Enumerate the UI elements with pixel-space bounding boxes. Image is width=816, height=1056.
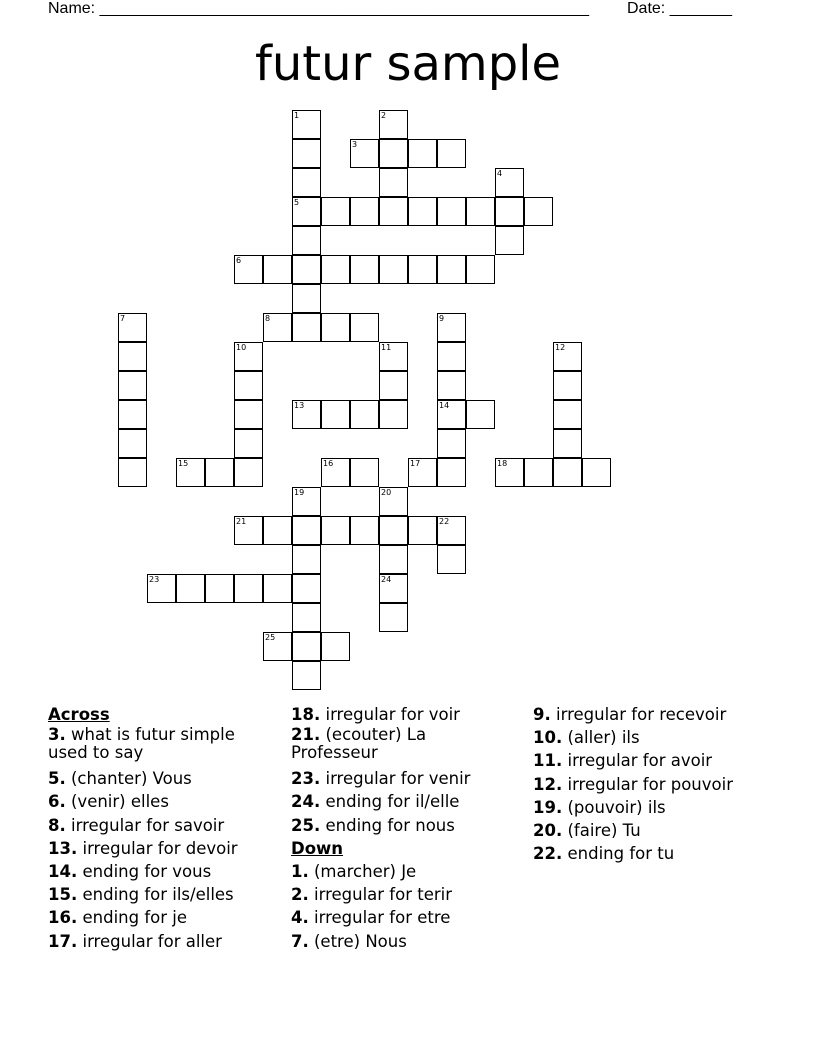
clue-number-label: 23	[149, 575, 160, 584]
grid-cell[interactable]	[437, 371, 466, 400]
grid-cell[interactable]	[437, 516, 466, 545]
grid-cell[interactable]	[234, 574, 263, 603]
clue-number: 5.	[48, 769, 66, 789]
clues-column-1	[48, 703, 273, 953]
clue-number: 9.	[533, 705, 551, 724]
clue-item	[48, 726, 273, 762]
grid-cell[interactable]	[495, 197, 524, 226]
clue-number: 4.	[291, 908, 309, 928]
grid-cell[interactable]	[466, 255, 495, 284]
grid-cell[interactable]	[234, 371, 263, 400]
clue-item	[291, 814, 511, 837]
clue-number-label: 16	[323, 459, 334, 468]
clue-number-label: 17	[410, 459, 421, 468]
grid-cell[interactable]	[292, 632, 321, 661]
grid-cell[interactable]	[437, 429, 466, 458]
grid-cell[interactable]	[379, 371, 408, 400]
clue-number: 3.	[48, 725, 66, 745]
grid-cell[interactable]	[176, 458, 205, 487]
clue-number-label: 25	[265, 633, 276, 642]
grid-cell[interactable]	[495, 168, 524, 197]
grid-cell[interactable]	[118, 458, 147, 487]
clue-number: 20.	[533, 821, 563, 841]
clue-text: ending for je	[82, 908, 187, 928]
clue-item	[291, 767, 511, 790]
grid-cell[interactable]	[263, 632, 292, 661]
grid-cell[interactable]	[292, 255, 321, 284]
grid-cell[interactable]	[292, 574, 321, 603]
clue-text: (etre) Nous	[314, 931, 407, 951]
clue-number-label: 1	[294, 111, 300, 120]
grid-cell[interactable]	[495, 226, 524, 255]
grid-cell[interactable]	[292, 603, 321, 632]
clue-text: irregular for aller	[82, 931, 222, 951]
clue-number: 16.	[48, 908, 78, 928]
clue-item	[48, 930, 273, 953]
grid-cell[interactable]	[379, 139, 408, 168]
clue-item	[48, 883, 273, 906]
grid-cell[interactable]	[379, 574, 408, 603]
grid-cell[interactable]	[321, 255, 350, 284]
grid-cell[interactable]	[350, 255, 379, 284]
clue-text: irregular for savoir	[71, 815, 225, 835]
clue-number: 25.	[291, 815, 321, 835]
grid-cell[interactable]	[118, 400, 147, 429]
grid-cell[interactable]	[379, 255, 408, 284]
clue-number: 15.	[48, 885, 78, 905]
clue-text: what is futur simple used to say	[48, 725, 235, 763]
clue-item	[48, 767, 273, 790]
grid-cell[interactable]	[553, 458, 582, 487]
clue-number-label: 6	[236, 256, 242, 265]
clue-item	[291, 860, 511, 883]
grid-cell[interactable]	[292, 487, 321, 516]
grid-cell[interactable]	[553, 429, 582, 458]
clue-text: irregular for avoir	[567, 751, 713, 771]
grid-cell[interactable]	[524, 458, 553, 487]
grid-cell[interactable]	[350, 139, 379, 168]
grid-cell[interactable]	[350, 313, 379, 342]
clue-text: (venir) elles	[71, 792, 169, 812]
down-heading: Down	[291, 838, 344, 858]
clue-number-label: 21	[236, 517, 247, 526]
clues-column-2	[291, 703, 511, 953]
clue-text: (faire) Tu	[567, 821, 641, 841]
clue-number-label: 12	[555, 343, 566, 352]
clue-text: irregular for etre	[314, 908, 451, 928]
grid-cell[interactable]	[118, 342, 147, 371]
clue-number-label: 10	[236, 343, 247, 352]
clue-number-label: 15	[178, 459, 189, 468]
grid-cell[interactable]	[437, 255, 466, 284]
grid-cell[interactable]	[553, 342, 582, 371]
grid-cell[interactable]	[495, 458, 524, 487]
grid-cell[interactable]	[321, 400, 350, 429]
clue-text: (aller) ils	[567, 728, 640, 748]
clue-text: ending for vous	[82, 862, 212, 882]
grid-cell[interactable]	[524, 197, 553, 226]
clue-number: 2.	[291, 885, 309, 905]
clue-number: 13.	[48, 838, 78, 858]
grid-cell[interactable]	[234, 516, 263, 545]
clue-text: irregular for voir	[325, 705, 460, 724]
clue-number: 11.	[533, 751, 563, 771]
clue-number-label: 24	[381, 575, 392, 584]
grid-cell[interactable]	[379, 545, 408, 574]
across-heading: Across	[48, 705, 110, 724]
grid-cell[interactable]	[263, 255, 292, 284]
clue-text: (ecouter) La Professeur	[291, 725, 427, 763]
clue-item	[533, 749, 793, 772]
clue-number-label: 20	[381, 488, 392, 497]
grid-cell[interactable]	[234, 400, 263, 429]
clue-number-label: 3	[352, 140, 358, 149]
clue-number: 19.	[533, 797, 563, 817]
clue-number-label: 14	[439, 401, 450, 410]
grid-cell[interactable]	[292, 400, 321, 429]
clue-item	[291, 930, 511, 953]
clue-item	[291, 726, 511, 762]
grid-cell[interactable]	[321, 197, 350, 226]
grid-cell[interactable]	[234, 255, 263, 284]
clue-number-label: 18	[497, 459, 508, 468]
clue-number-label: 13	[294, 401, 305, 410]
clue-number-label: 11	[381, 343, 392, 352]
grid-cell[interactable]	[437, 400, 466, 429]
clue-number-label: 22	[439, 517, 450, 526]
grid-cell[interactable]	[379, 603, 408, 632]
grid-cell[interactable]	[379, 168, 408, 197]
grid-cell[interactable]	[408, 255, 437, 284]
clue-number-label: 4	[497, 169, 503, 178]
grid-cell[interactable]	[292, 197, 321, 226]
grid-cell[interactable]	[147, 574, 176, 603]
grid-cell[interactable]	[234, 458, 263, 487]
grid-cell[interactable]	[321, 516, 350, 545]
clue-number: 1.	[291, 862, 309, 882]
grid-cell[interactable]	[582, 458, 611, 487]
grid-cell[interactable]	[292, 110, 321, 139]
clue-text: (pouvoir) ils	[567, 797, 666, 817]
clue-item	[533, 703, 793, 726]
grid-cell[interactable]	[292, 516, 321, 545]
grid-cell[interactable]	[408, 458, 437, 487]
grid-cell[interactable]	[292, 545, 321, 574]
grid-cell[interactable]	[379, 516, 408, 545]
clue-number-label: 5	[294, 198, 300, 207]
grid-cell[interactable]	[176, 574, 205, 603]
grid-cell[interactable]	[350, 197, 379, 226]
grid-cell[interactable]	[379, 110, 408, 139]
grid-cell[interactable]	[437, 197, 466, 226]
clue-item	[291, 883, 511, 906]
grid-cell[interactable]	[379, 400, 408, 429]
grid-cell[interactable]	[437, 458, 466, 487]
clue-item	[48, 790, 273, 813]
clue-item	[533, 842, 793, 865]
grid-cell[interactable]	[118, 429, 147, 458]
clue-text: irregular for recevoir	[556, 705, 727, 724]
clue-item	[533, 773, 793, 796]
clue-number: 24.	[291, 792, 321, 812]
grid-cell[interactable]	[321, 632, 350, 661]
clue-item	[48, 814, 273, 837]
date-line: Date: _______	[627, 0, 732, 17]
grid-cell[interactable]	[350, 400, 379, 429]
clue-number-label: 19	[294, 488, 305, 497]
clue-number: 22.	[533, 844, 563, 864]
grid-cell[interactable]	[234, 342, 263, 371]
clue-text: (marcher) Je	[314, 862, 417, 882]
clue-item	[291, 906, 511, 929]
grid-cell[interactable]	[437, 545, 466, 574]
grid-cell[interactable]	[234, 429, 263, 458]
clue-text: irregular for venir	[325, 769, 471, 789]
clue-text: irregular for pouvoir	[567, 774, 733, 794]
grid-cell[interactable]	[118, 313, 147, 342]
grid-cell[interactable]	[379, 197, 408, 226]
grid-cell[interactable]	[408, 139, 437, 168]
grid-cell[interactable]	[379, 342, 408, 371]
grid-cell[interactable]	[292, 661, 321, 690]
grid-cell[interactable]	[292, 139, 321, 168]
clue-item	[291, 790, 511, 813]
grid-cell[interactable]	[437, 313, 466, 342]
clue-text: ending for nous	[325, 815, 455, 835]
clue-item	[533, 819, 793, 842]
clue-item	[291, 703, 511, 726]
grid-cell[interactable]	[292, 168, 321, 197]
name-line: Name: _______________________________________________________	[48, 0, 589, 17]
clue-text: (chanter) Vous	[71, 769, 192, 789]
grid-cell[interactable]	[205, 458, 234, 487]
clue-number: 18.	[291, 705, 321, 724]
grid-cell[interactable]	[321, 458, 350, 487]
grid-cell[interactable]	[292, 313, 321, 342]
clue-text: irregular for terir	[314, 885, 453, 905]
grid-cell[interactable]	[437, 139, 466, 168]
clue-item	[48, 906, 273, 929]
grid-cell[interactable]	[408, 197, 437, 226]
grid-cell[interactable]	[321, 313, 350, 342]
grid-cell[interactable]	[466, 400, 495, 429]
grid-cell[interactable]	[263, 574, 292, 603]
clue-item	[533, 796, 793, 819]
clue-number-label: 7	[120, 314, 126, 323]
grid-cell[interactable]	[350, 516, 379, 545]
clue-number: 23.	[291, 769, 321, 789]
grid-cell[interactable]	[408, 516, 437, 545]
clue-number-label: 9	[439, 314, 445, 323]
clue-text: ending for tu	[567, 844, 675, 864]
grid-cell[interactable]	[292, 226, 321, 255]
clue-number: 14.	[48, 862, 78, 882]
clue-item	[48, 860, 273, 883]
clue-item	[533, 726, 793, 749]
clue-text: irregular for devoir	[82, 838, 238, 858]
clues-column-3	[533, 703, 793, 865]
grid-cell[interactable]	[553, 371, 582, 400]
grid-cell[interactable]	[466, 197, 495, 226]
clue-text: ending for ils/elles	[82, 885, 234, 905]
grid-cell[interactable]	[553, 400, 582, 429]
grid-cell[interactable]	[292, 284, 321, 313]
grid-cell[interactable]	[118, 371, 147, 400]
grid-cell[interactable]	[263, 516, 292, 545]
clue-number-label: 2	[381, 111, 387, 120]
grid-cell[interactable]	[379, 487, 408, 516]
page-title: futur sample	[254, 36, 562, 92]
clue-number: 8.	[48, 815, 66, 835]
clue-number: 6.	[48, 792, 66, 812]
clue-number: 10.	[533, 728, 563, 748]
clue-text: ending for il/elle	[325, 792, 460, 812]
clue-item	[48, 837, 273, 860]
clue-number: 21.	[291, 725, 321, 745]
clue-number: 7.	[291, 931, 309, 951]
clue-number-label: 8	[265, 314, 271, 323]
grid-cell[interactable]	[437, 342, 466, 371]
clue-number: 17.	[48, 931, 78, 951]
clue-number: 12.	[533, 774, 563, 794]
grid-cell[interactable]	[263, 313, 292, 342]
grid-cell[interactable]	[205, 574, 234, 603]
grid-cell[interactable]	[350, 458, 379, 487]
